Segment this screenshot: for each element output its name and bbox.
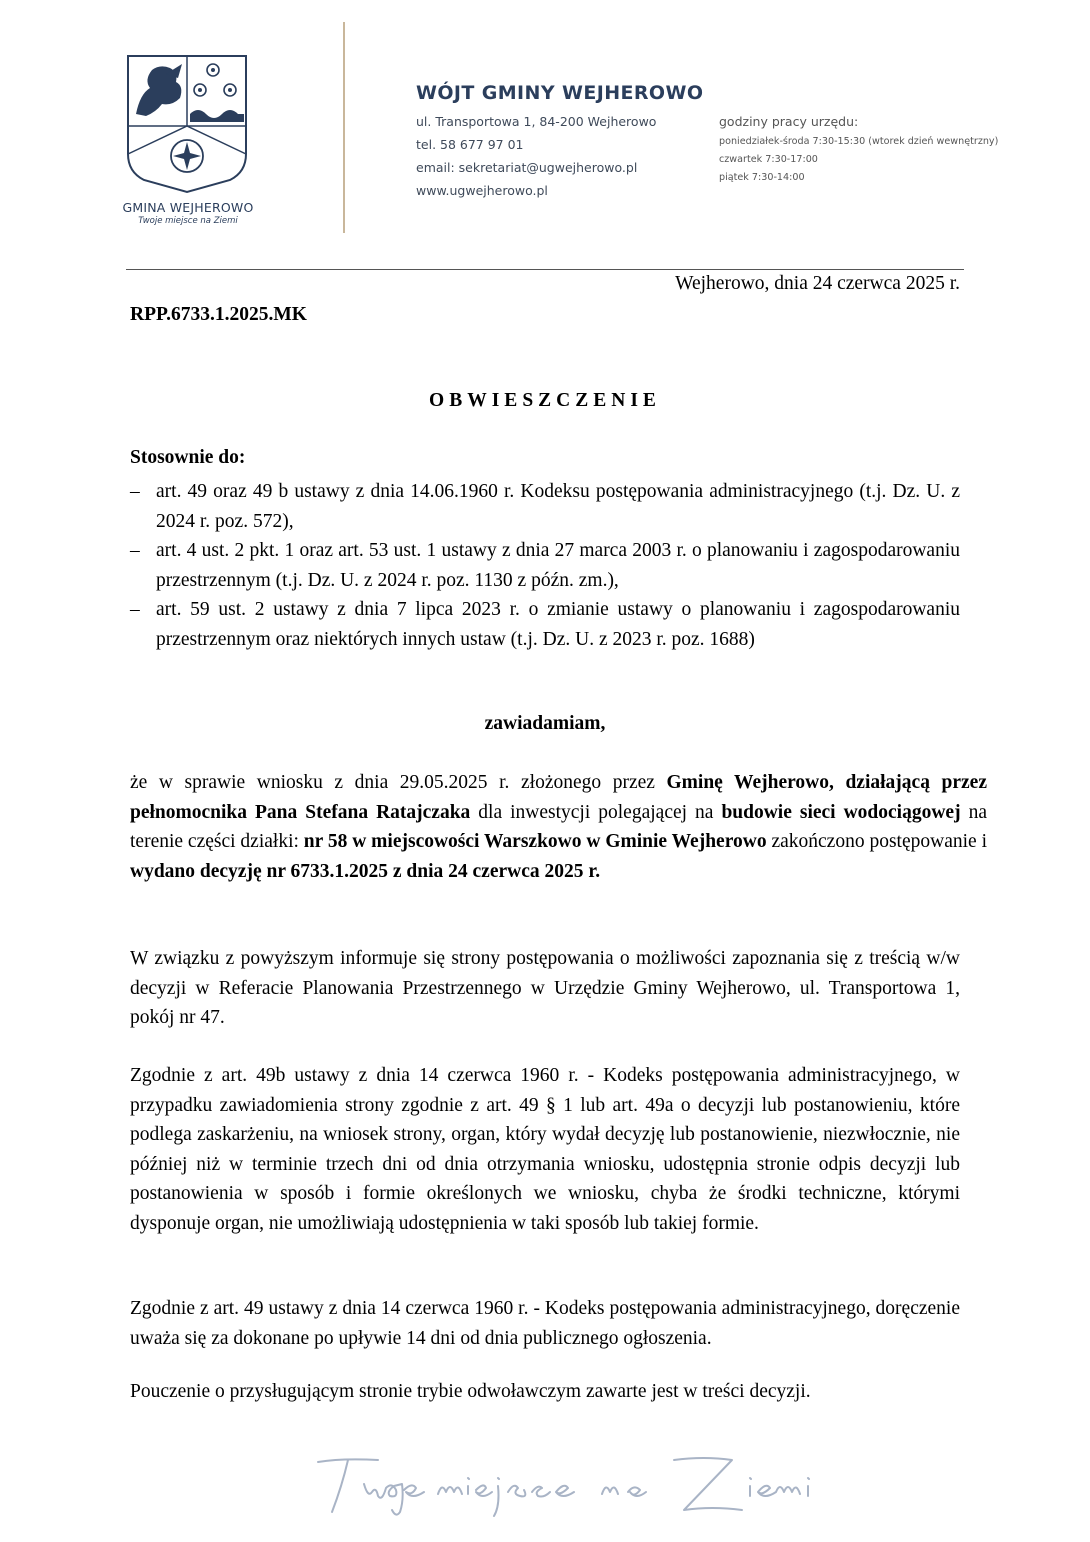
footer-motto-signature (312, 1446, 832, 1526)
document-title: OBWIESZCZENIE (429, 390, 661, 411)
art49b-paragraph: Zgodnie z art. 49b ustawy z dnia 14 czerwca 1960 r. - Kodeks postępowania administracyjnego, w przypadku zawiadomienia strony zgodnie z art. 49 § 1 lub art. 49a o decyzji lub postanowieniu, które podlega zaskarżeniu, na wniosek strony, organ, który wydał decyzję lub postanowienie, niezwłocznie, nie później niż w terminie trzech dni od dnia otrzymania wniosku, udostępnia stronie odpis decyzji lub postanowienia w sposób i formie określonych we wniosku, chyba że środki techniczne, którymi dysponuje organ, nie umożliwiają udostępnienia w taki sposób lub takiej formie. (130, 1065, 960, 1234)
legal-basis-list (130, 477, 960, 654)
office-hours-fri: piątek 7:30-14:00 (719, 172, 805, 183)
office-hours-mon-wed: poniedziałek-środa 7:30-15:30 (wtorek dzień wewnętrzny) (719, 136, 999, 147)
document-date: Wejherowo, dnia 24 czerwca 2025 r. (675, 273, 960, 294)
letterhead-divider (343, 22, 345, 233)
office-title: WÓJT GMINY WEJHEROWO (416, 82, 704, 104)
header-separator (126, 269, 964, 270)
notify-heading: zawiadamiam, (484, 713, 606, 734)
office-email: email: sekretariat@ugwejherowo.pl (416, 160, 638, 175)
office-phone: tel. 58 677 97 01 (416, 137, 524, 152)
office-website: www.ugwejherowo.pl (416, 183, 548, 198)
pursuant-label: Stosownie do: (130, 447, 246, 468)
crest-motto: Twoje miejsce na Ziemi (138, 216, 238, 226)
office-address: ul. Transportowa 1, 84-200 Wejherowo (416, 114, 657, 129)
list-item: – art. 49 oraz 49 b ustawy z dnia 14.06.1960 r. Kodeksu postępowania administracyjnego (t.j. Dz. U. z 2024 r. poz. 572), (130, 477, 960, 536)
municipality-crest-logo (126, 54, 248, 194)
crest-municipality-name: GMINA WEJHEROWO (122, 200, 254, 215)
list-item: – art. 59 ust. 2 ustawy z dnia 7 lipca 2023 r. o zmianie ustawy o planowaniu i zagospodarowaniu przestrzennym oraz niektórych innych ustaw (t.j. Dz. U. z 2023 r. poz. 1688) (130, 595, 960, 654)
list-item: – art. 4 ust. 2 pkt. 1 oraz art. 53 ust. 1 ustawy z dnia 27 marca 2003 r. o planowaniu i zagospodarowaniu przestrzennym (t.j. Dz. U. z 2024 r. poz. 1130 z późn. zm.), (130, 536, 960, 595)
inspection-paragraph: W związku z powyższym informuje się strony postępowania o możliwości zapoznania się z treścią w/w decyzji w Referacie Planowania Przestrzennego w Urzędzie Gminy Wejherowo, ul. Transportowa 1, pokój nr 47. (130, 948, 960, 1028)
office-hours-title: godziny pracy urzędu: (719, 114, 859, 129)
office-hours-thu: czwartek 7:30-17:00 (719, 154, 818, 165)
reference-number: RPP.6733.1.2025.MK (130, 304, 307, 325)
art49-paragraph: Zgodnie z art. 49 ustawy z dnia 14 czerwca 1960 r. - Kodeks postępowania administracyjnego, doręczenie uważa się za dokonane po upływie 14 dni od dnia publicznego ogłoszenia. (130, 1298, 960, 1349)
main-paragraph: że w sprawie wniosku z dnia 29.05.2025 r. złożonego przez Gminę Wejherowo, działającą przez pełnomocnika Pana Stefana Ratajczaka dla inwestycji polegającej na budowie sieci wodociągowej na terenie części działki: nr 58 w miejscowości Warszkowo w Gminie Wejherowo zakończono postępowanie i wydano decyzję nr 6733.1.2025 z dnia 24 czerwca 2025 r. (130, 772, 987, 882)
appeal-instruction: Pouczenie o przysługującym stronie trybie odwoławczym zawarte jest w treści decyzji. (130, 1381, 811, 1402)
